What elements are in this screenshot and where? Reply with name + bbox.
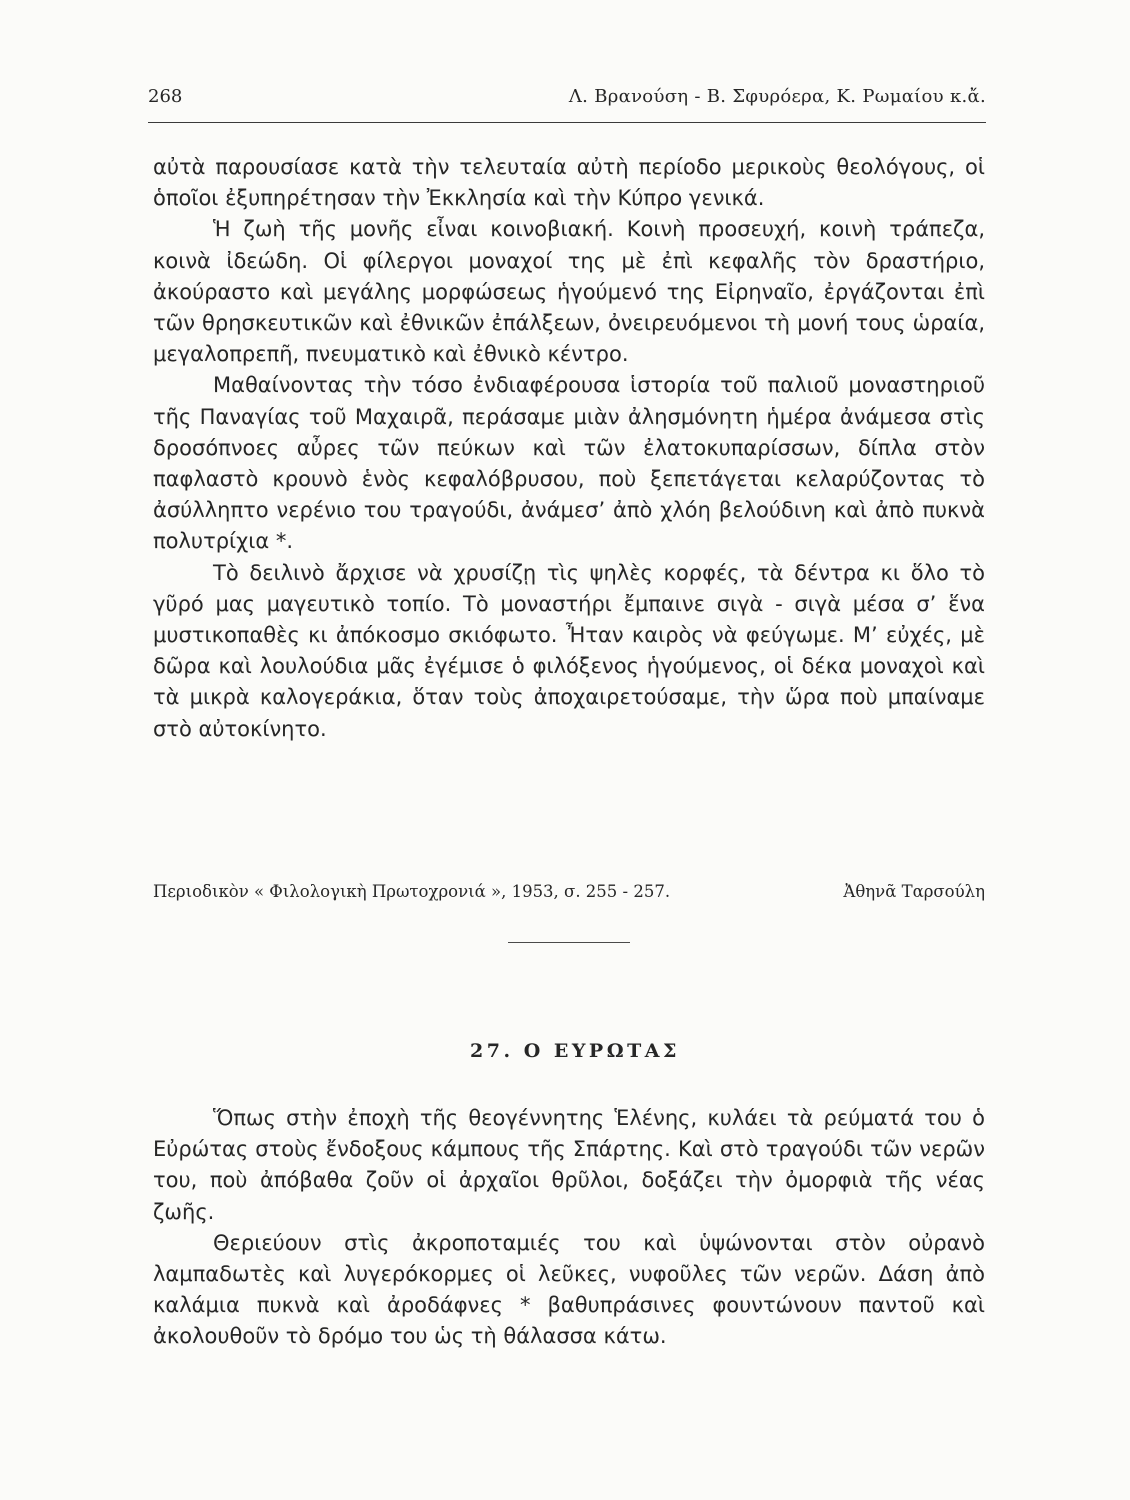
citation-author: Ἀθηνᾶ Ταρσούλη [843, 882, 985, 901]
paragraph: Ὅπως στὴν ἐποχὴ τῆς θεογέννητης Ἑλένης, κυλάει τὰ ρεύματά του ὁ Εὐρώτας στοὺς ἔνδοξους κάμπους τῆς Σπάρτης. Καὶ στὸ τραγούδι τῶν νερῶν του, ποὺ ἀπόβαθα ζοῦν οἱ ἀρχαῖοι θρῦλοι, δοξάζει τὴν ὀμορφιὰ τῆς νέας ζωῆς. [153, 1106, 985, 1224]
paragraph: Ἡ ζωὴ τῆς μονῆς εἶναι κοινοβιακή. Κοινὴ προσευχή, κοινὴ τράπεζα, κοινὰ ἰδεώδη. Οἱ φίλεργοι μοναχοί της μὲ ἐπὶ κεφαλῆς τὸν δραστήριο, ἀκούραστο καὶ μεγάλης μορφώσεως ἡγούμενό της Εἰρηναῖο, ἐργάζονται ἐπὶ τῶν θρησκευτικῶν καὶ ἐθνικῶν ἐπάλξεων, ὀνειρευόμενοι τὴ μονή τους ὡραία, μεγαλοπρεπῆ, πνευματικὸ καὶ ἐθνικὸ κέντρο. [153, 217, 985, 367]
section-monastery-text [153, 152, 985, 745]
paragraph: Μαθαίνοντας τὴν τόσο ἐνδιαφέρουσα ἱστορία τοῦ παλιοῦ μοναστηριοῦ τῆς Παναγίας τοῦ Μαχαιρᾶ, περάσαμε μιὰν ἀλησμόνητη ἡμέρα ἀνάμεσα στὶς δροσόπνοες αὖρες τῶν πεύκων καὶ τῶν ἐλατοκυπαρίσσων, δίπλα στὸν παφλαστὸ κρουνὸ ἑνὸς κεφαλόβρυσου, ποὺ ξεπετάγεται κελαρύζοντας τὸ ἀσύλληπτο νερένιο του τραγούδι, ἀνάμεσ’ ἀπὸ χλόη βελούδινη καὶ ἀπὸ πυκνὰ πολυτρίχια *. [153, 373, 985, 554]
section-eurotas-text [153, 1103, 985, 1353]
citation-source: Περιοδικὸν « Φιλολογικὴ Πρωτοχρονιά », 1953, σ. 255 - 257. [153, 882, 671, 901]
running-header [148, 80, 986, 123]
paragraph: Τὸ δειλινὸ ἄρχισε νὰ χρυσίζῃ τὶς ψηλὲς κορφές, τὰ δέντρα κι ὅλο τὸ γῦρό μας μαγευτικὸ τοπίο. Τὸ μοναστήρι ἔμπαινε σιγὰ - σιγὰ μέσα σ’ ἕνα μυστικοπαθὲς κι ἀπόκοσμο σκιόφωτο. Ἦταν καιρὸς νὰ φεύγωμε. Μ’ εὐχές, μὲ δῶρα καὶ λουλούδια μᾶς ἐγέμισε ὁ φιλόξενος ἡγούμενος, οἱ δέκα μοναχοὶ καὶ τὰ μικρὰ καλογεράκια, ὅταν τοὺς ἀποχαιρετούσαμε, τὴν ὥρα ποὺ μπαίναμε στὸ αὐτοκίνητο. [153, 560, 985, 741]
running-header-authors: Λ. Βρανούση - Β. Σφυρόερα, Κ. Ρωμαίου κ.ἄ. [568, 86, 986, 107]
section-heading: 27. Ο ΕΥΡΩΤΑΣ [470, 1040, 680, 1062]
section-divider [508, 942, 630, 943]
page-number: 268 [148, 86, 183, 107]
source-citation [153, 882, 985, 901]
paragraph: Θεριεύουν στὶς ἀκροποταμιές του καὶ ὑψώνονται στὸν οὐρανὸ λαμπαδωτὲς καὶ λυγερόκορμες οἱ λεῦκες, νυφοῦλες τῶν νερῶν. Δάση ἀπὸ καλάμια πυκνὰ καὶ ἀροδάφνες * βαθυπράσινες φουντώνουν παντοῦ καὶ ἀκολουθοῦν τὸ δρόμο του ὡς τὴ θάλασσα κάτω. [153, 1230, 985, 1349]
paragraph: αὐτὰ παρουσίασε κατὰ τὴν τελευταία αὐτὴ περίοδο μερικοὺς θεολόγους, οἱ ὁποῖοι ἐξυπηρέτησαν τὴν Ἐκκλησία καὶ τὴν Κύπρο γενικά. [153, 155, 985, 211]
